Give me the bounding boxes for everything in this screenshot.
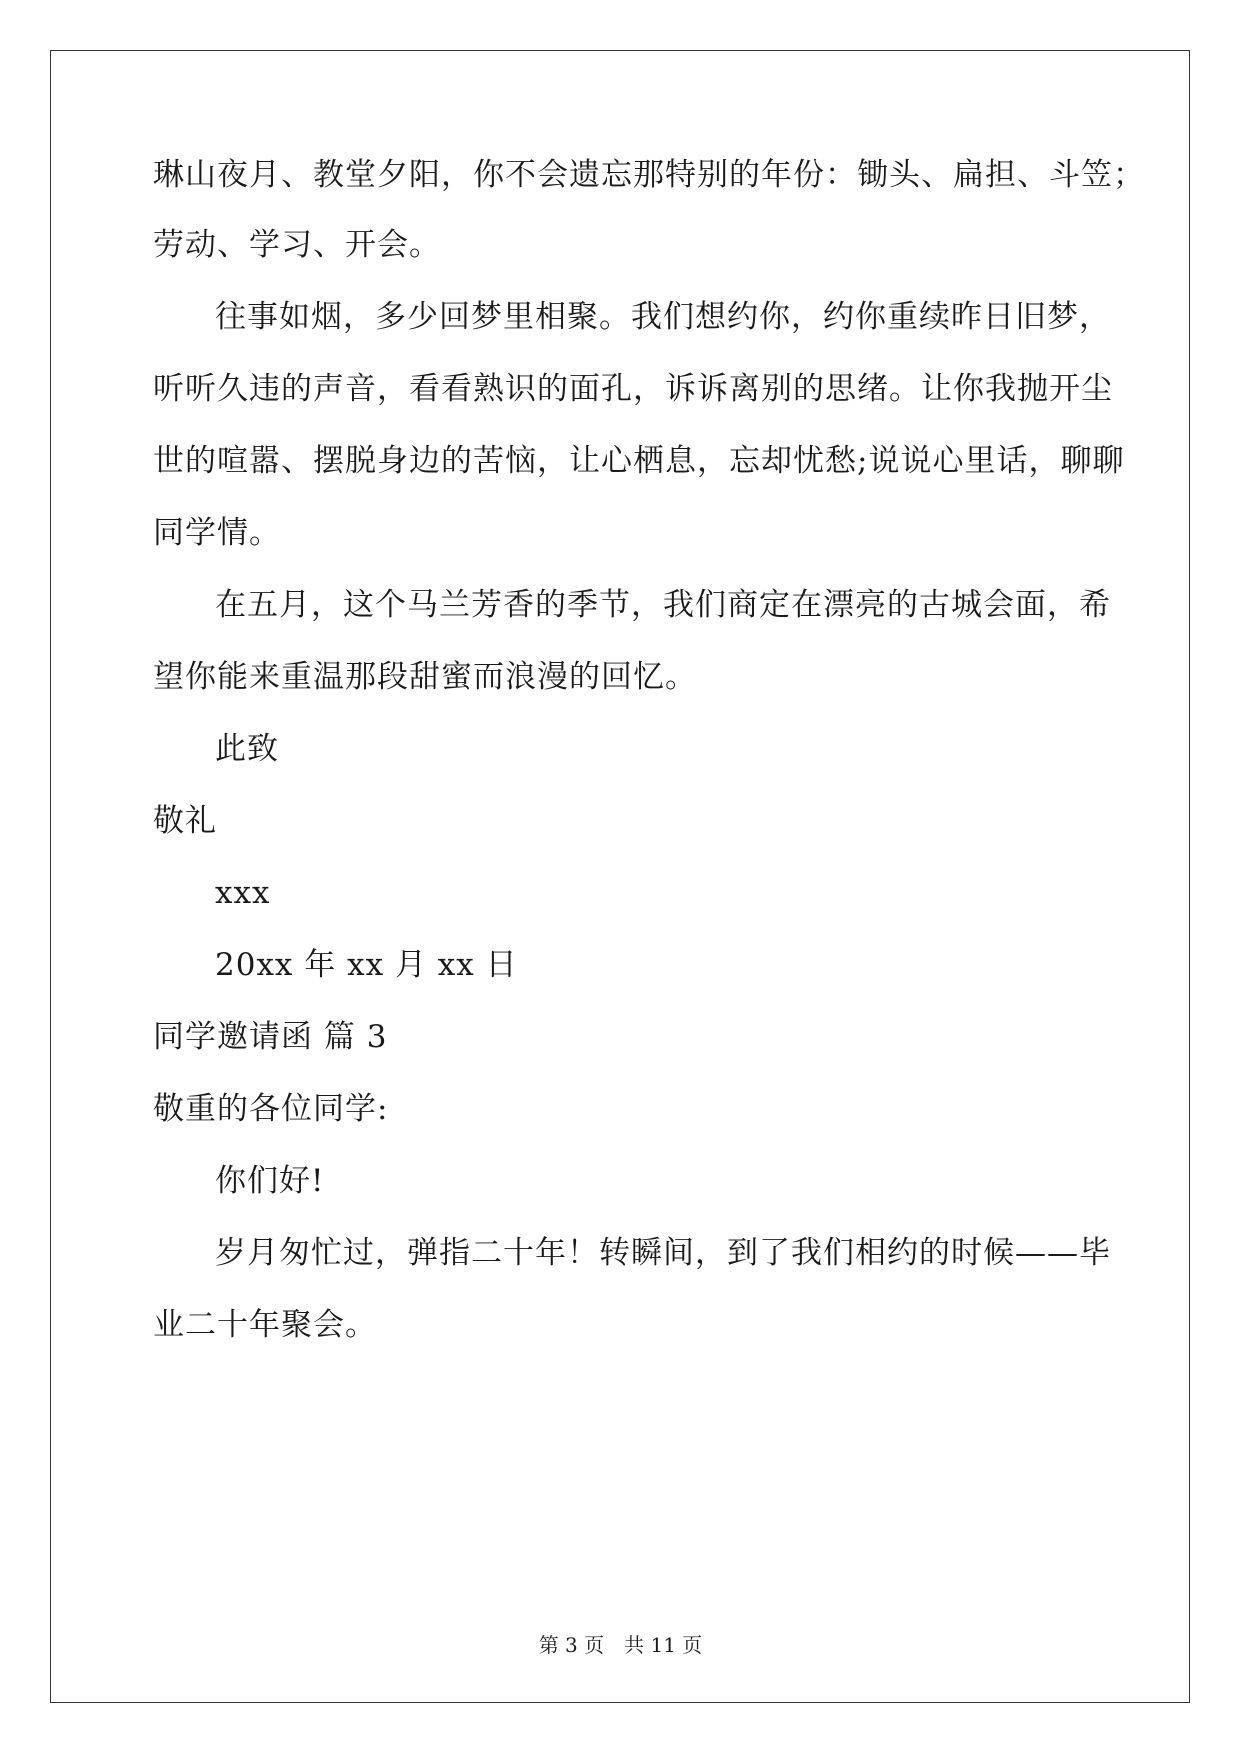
- section-heading: 同学邀请函 篇 3: [153, 1019, 388, 1055]
- greeting: 敬重的各位同学:: [153, 1091, 389, 1127]
- signature-date: 20xx 年 xx 月 xx 日: [215, 947, 518, 983]
- closing-regards: 敬礼: [153, 803, 217, 839]
- page-number-footer: 第 3 页 共 11 页: [538, 1633, 703, 1657]
- body-line-6: 同学情。: [153, 515, 281, 551]
- body-line-8: 望你能来重温那段甜蜜而浪漫的回忆。: [153, 659, 697, 695]
- body-line-7: 在五月，这个马兰芳香的季节，我们商定在漂亮的古城会面，希: [215, 587, 1111, 623]
- body-line-17: 业二十年聚会。: [153, 1307, 377, 1343]
- closing-salutation: 此致: [215, 731, 279, 767]
- body-line-1: 琳山夜月、教堂夕阳，你不会遗忘那特别的年份：锄头、扁担、斗笠；: [153, 157, 1145, 193]
- signature-name: xxx: [215, 875, 271, 911]
- body-line-5: 世的喧嚣、摆脱身边的苦恼，让心栖息，忘却忧愁;说说心里话，聊聊: [153, 443, 1125, 479]
- body-line-2: 劳动、学习、开会。: [153, 227, 441, 263]
- greeting-hello: 你们好!: [215, 1163, 325, 1199]
- body-line-4: 听听久违的声音，看看熟识的面孔，诉诉离别的思绪。让你我抛开尘: [153, 371, 1113, 407]
- body-line-16: 岁月匆忙过，弹指二十年！转瞬间，到了我们相约的时候——毕: [215, 1235, 1111, 1271]
- body-line-3: 往事如烟，多少回梦里相聚。我们想约你，约你重续昨日旧梦，: [215, 299, 1111, 335]
